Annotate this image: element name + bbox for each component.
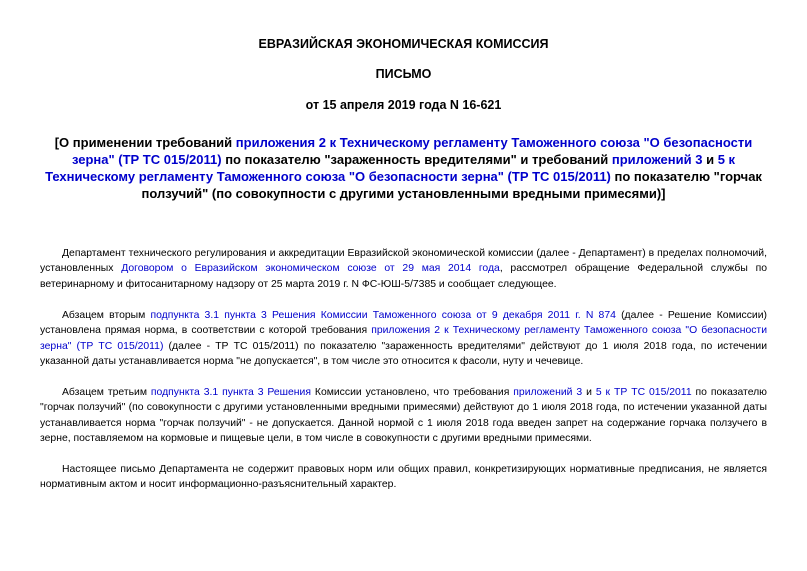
paragraph-2 [40,308,767,370]
organization-heading: ЕВРАЗИЙСКАЯ ЭКОНОМИЧЕСКАЯ КОМИССИЯ [258,37,549,51]
title-link-appendix-2[interactable]: приложения 2 к Техническому регламенту Таможенного союза "О безопасности зерна" (ТР ТС 015/2011) [71,135,753,167]
title-link-appendix-5[interactable]: 5 к Техническому регламенту Таможенного союза "О безопасности зерна" (ТР ТС 015/2011) [45,152,736,184]
link-appendix-3[interactable]: приложений 3 [513,387,583,398]
paragraph-text: по показателю "горчак ползучий" (по совокупности с другими установленными вредными примесями) действуют до 1 июля 2018 года, по истечении указанной даты устанавливается норма "горчак ползучий" - не допускается. Данной нормой с 1 июля 2018 года введен запрет на содержание горчака ползучего в зерне, поставляемом на кормовые и пищевые цели, в том числе в совокупности с другими вредными примесями. [40,387,767,445]
link-decision-874[interactable]: подпункта 3.1 пункта 3 Решения Комиссии Таможенного союза от 9 декабря 2011 г. N 874 [150,310,616,321]
document-title [40,134,767,202]
paragraph-1 [40,246,767,292]
title-text: и [702,152,718,167]
paragraph-text: и [582,387,596,398]
link-appendix-2[interactable]: приложения 2 к Техническому регламенту Таможенного союза "О безопасности зерна" (ТР ТС 015/2011) [40,325,767,352]
title-text: по показателю "горчак ползучий" (по совокупности с другими установленными вредными примесями)] [141,169,762,201]
link-eaeu-treaty[interactable]: Договором о Евразийском экономическом союзе от 29 мая 2014 года [121,263,500,275]
paragraph-text: , рассмотрел обращение Федеральной службы по ветеринарному и фитосанитарному надзору от 25 марта 2019 г. N ФС-ЮШ-5/7385 и сообщает следующее. [40,263,767,290]
paragraph-text: Абзацем вторым [62,310,151,321]
paragraph-text: Комиссии установлено, что требования [310,387,514,398]
document-date-number: от 15 апреля 2019 года N 16-621 [305,98,502,112]
link-decision-subparagraph[interactable]: подпункта 3.1 пункта 3 Решения [150,387,311,398]
paragraph-text: Настоящее письмо Департамента не содержит правовых норм или общих правил, конкретизирующих нормативные предписания, не является нормативным актом и носит информационно-разъяснительный характер. [40,464,767,491]
title-link-appendix-3[interactable]: приложений 3 [611,152,703,167]
paragraph-text: (далее - Решение Комиссии) установлена прямая норма, в соответствии с которой требования [40,310,767,337]
paragraph-3 [40,385,767,447]
paragraph-4 [40,462,767,493]
paragraph-text: Абзацем третьим [62,387,151,398]
document-type-heading: ПИСЬМО [375,67,432,81]
title-text: по показателю "зараженность вредителями" и требований [221,152,612,167]
title-text: [О применении требований [54,135,236,150]
link-appendix-5[interactable]: 5 к ТР ТС 015/2011 [595,387,692,398]
paragraph-text: Департамент технического регулирования и аккредитации Евразийской экономической комиссии (далее - Департамент) в пределах полномочий, установленных [40,248,767,275]
paragraph-text: (далее - ТР ТС 015/2011) по показателю "зараженность вредителями" действуют до 1 июля 2018 года, по истечении указанной даты устанавливается норма "не допускается", в том числе это относится к фасоли, нуту и чечевице. [40,340,767,368]
